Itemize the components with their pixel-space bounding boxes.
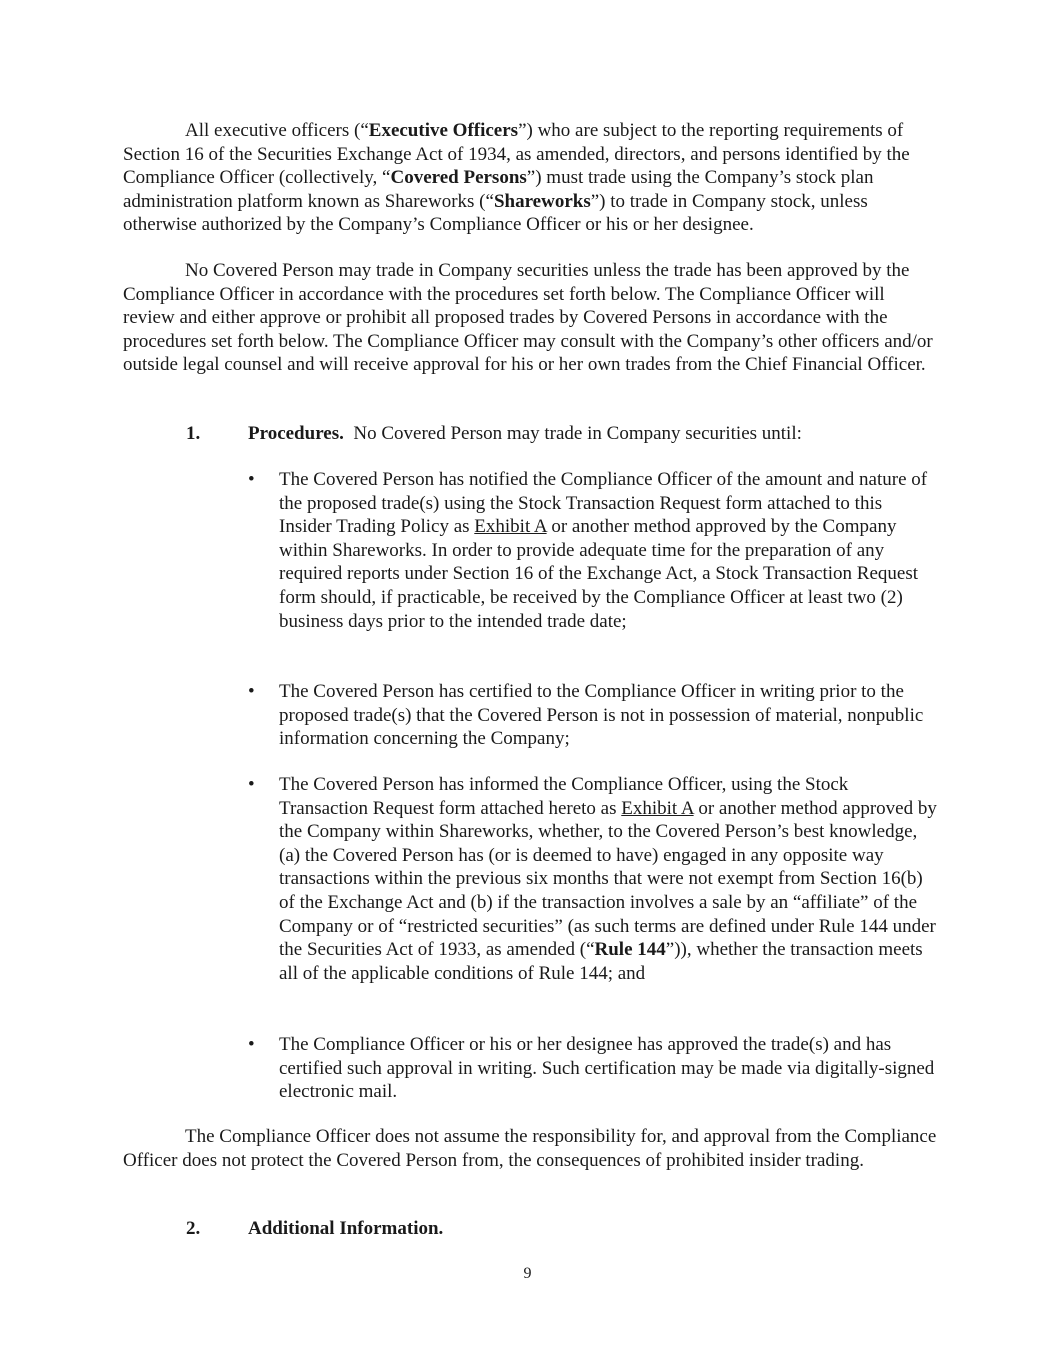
- paragraph-covered-persons: [123, 119, 938, 237]
- bullet1-text-1: The Covered Person has notified the Compliance Officer of the amount and nature of the proposed trade(s) using the Stock Transaction Request form attached to this Insider Trading Policy as: [279, 469, 928, 538]
- bullet-icon: •: [248, 469, 255, 490]
- section-2-number: 2.: [186, 1218, 201, 1239]
- page-number: 9: [523, 1265, 532, 1282]
- para1-text-4: ”) to trade in Company stock, unless otherwise authorized by the Company’s Compliance Officer or his or her designee.: [123, 190, 868, 236]
- section-1-procedures: [186, 422, 946, 446]
- bullet-item-certification: [248, 680, 938, 751]
- paragraph-approval-requirement: No Covered Person may trade in Company securities unless the trade has been approved by the Compliance Officer in accordance with the procedures set forth below. The Compliance Officer will review and either approve or prohibit all proposed trades by Covered Persons in accordance with the procedures set forth below. The Compliance Officer may consult with the Company’s other officers and/or outside legal counsel and will receive approval for his or her own trades from the Chief Financial Officer.: [123, 260, 933, 376]
- bullet-text: The Covered Person has certified to the Compliance Officer in writing prior to the proposed trade(s) that the Covered Person is not in possession of material, nonpublic information concerning the Company;: [279, 681, 924, 750]
- bullet-text: The Compliance Officer or his or her designee has approved the trade(s) and has certified such approval in writing. Such certification may be made via digitally-signed electronic mail.: [279, 1034, 935, 1103]
- bullet-item-approval: [248, 1033, 938, 1104]
- para1-text-3: ”) must trade using the Company’s stock plan administration platform known as Shareworks (“: [123, 167, 874, 212]
- exhibit-a-reference: Exhibit A: [621, 797, 694, 819]
- exhibit-a-reference: Exhibit A: [474, 516, 547, 538]
- bullet-icon: •: [248, 681, 255, 702]
- bullet-icon: •: [248, 774, 255, 795]
- bullet1-text-2: or another method approved by the Company within Shareworks. In order to provide adequate time for the preparation of any required reports under Section 16 of the Exchange Act, a Stock Transaction Request form should, if practicable, be received by the Compliance Officer at least two (2) business days prior to the intended trade date;: [279, 516, 918, 632]
- term-executive-officers: Executive Officers: [368, 120, 519, 141]
- bullet-text: [279, 773, 938, 985]
- bullet-item-opposite-transactions: [248, 773, 938, 985]
- term-shareworks: Shareworks: [493, 190, 591, 212]
- bullet3-text-3: ”)), whether the transaction meets all of the applicable conditions of Rule 144; and: [279, 939, 923, 984]
- bullet3-text-1: The Covered Person has informed the Compliance Officer, using the Stock Transaction Request form attached hereto as: [279, 774, 849, 819]
- term-covered-persons: Covered Persons: [390, 167, 527, 189]
- term-rule-144: Rule 144: [594, 939, 666, 961]
- bullet-text: [279, 468, 938, 633]
- bullet-item-notification: [248, 468, 938, 633]
- section-2-heading: Additional Information.: [248, 1218, 444, 1239]
- section-1-text: No Covered Person may trade in Company securities until:: [343, 423, 802, 444]
- paragraph-responsibility-disclaimer: The Compliance Officer does not assume the responsibility for, and approval from the Compliance Officer does not protect the Covered Person from, the consequences of prohibited insider trading.: [123, 1126, 937, 1171]
- para1-text-1: All executive officers (“: [185, 120, 369, 141]
- bullet3-text-2: or another method approved by the Company within Shareworks, whether, to the Covered Person’s best knowledge, (a) the Covered Person has (or is deemed to have) engaged in any opposite way transactions within the previous six months that were not exempt from Section 16(b) of the Exchange Act and (b) if the transaction involves a sale by an “affiliate” of the Company or of “restricted securities” (as such terms are defined under Rule 144 under the Securities Act of 1933, as amended (“: [279, 797, 937, 961]
- section-2-additional-information: [186, 1217, 946, 1241]
- para1-text-2: ”) who are subject to the reporting requirements of Section 16 of the Securities Exchange Act of 1934, as amended, directors, and persons identified by the Compliance Officer (collectively, “: [123, 120, 910, 189]
- section-1-number: 1.: [186, 423, 201, 444]
- section-1-heading: Procedures.: [248, 423, 344, 444]
- bullet-icon: •: [248, 1034, 255, 1055]
